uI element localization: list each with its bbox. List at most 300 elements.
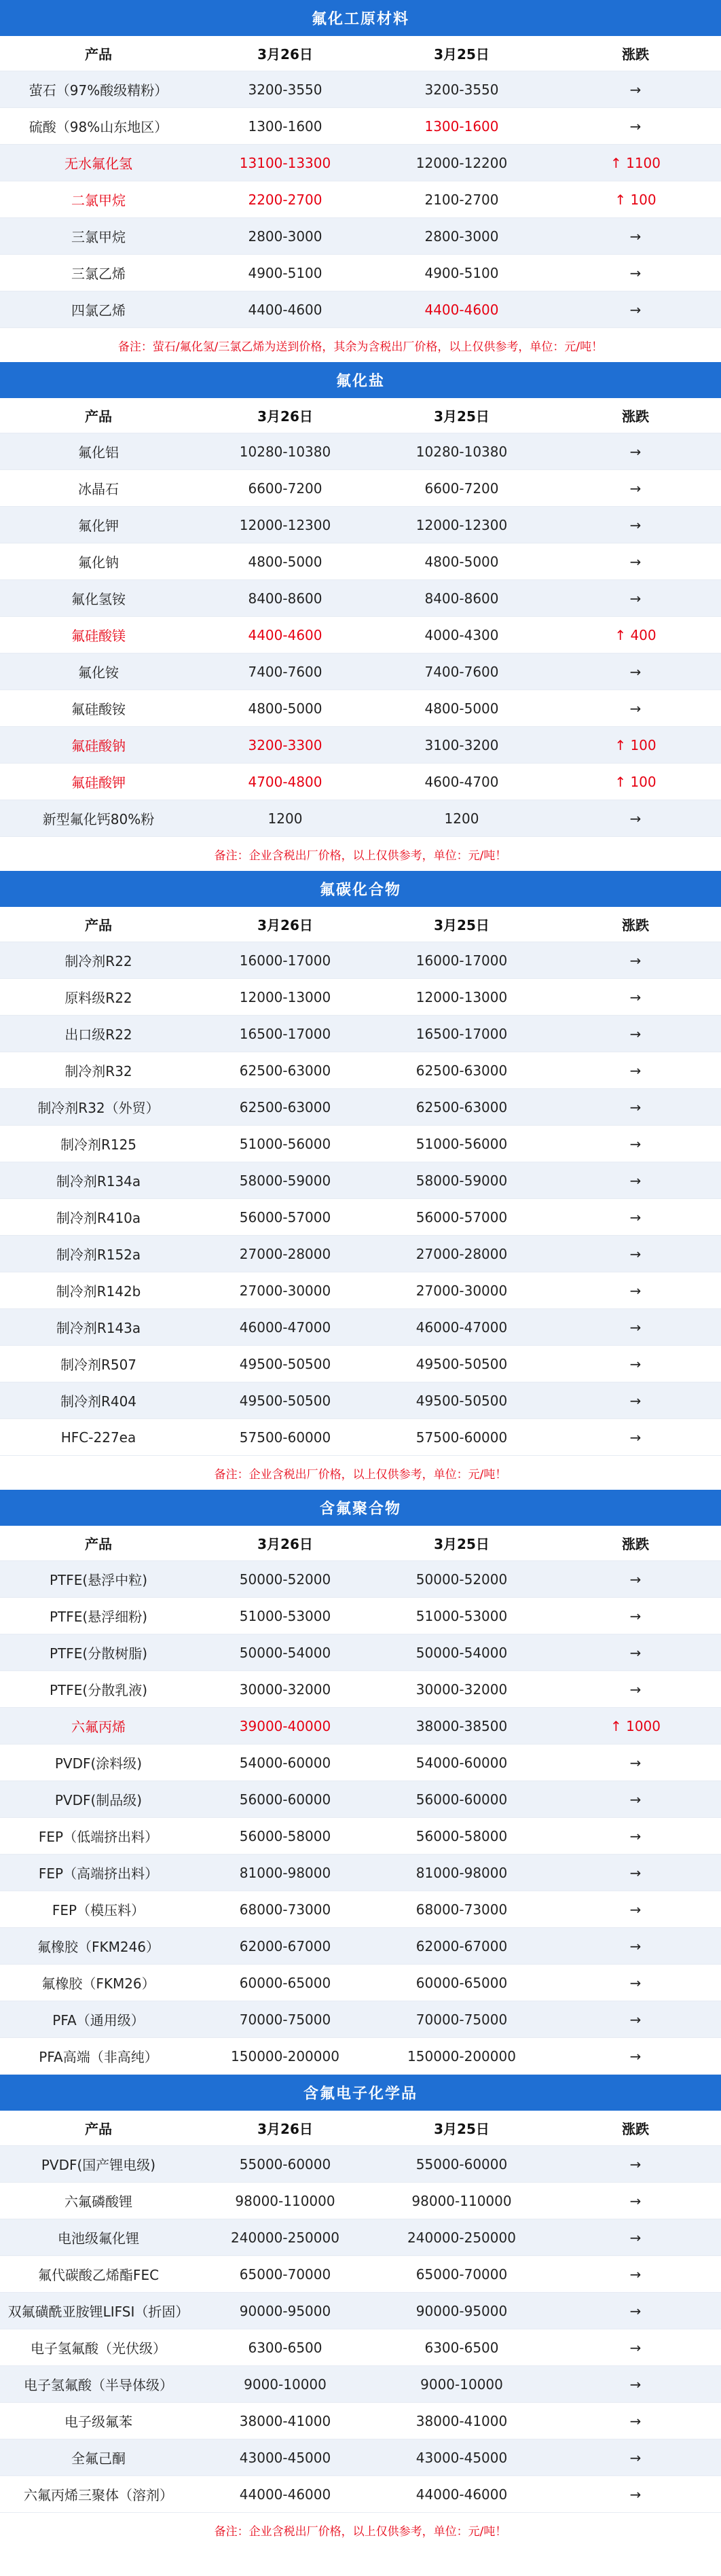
price-mar-26: 43000-45000 [197, 2439, 373, 2476]
product-name: 双氟磺酰亚胺锂LIFSI（折固） [0, 2293, 197, 2329]
price-change: → [550, 2366, 721, 2403]
table-row [0, 2366, 721, 2403]
price-mar-26: 62500-63000 [197, 1052, 373, 1089]
price-change: → [550, 1419, 721, 1456]
table-row [0, 1346, 721, 1382]
price-mar-25: 38000-38500 [373, 1708, 550, 1745]
price-mar-25: 38000-41000 [373, 2403, 550, 2439]
price-mar-26: 56000-57000 [197, 1199, 373, 1236]
table-row [0, 71, 721, 108]
table-row [0, 2219, 721, 2256]
price-change: ↑ 100 [550, 727, 721, 764]
price-mar-26: 56000-58000 [197, 1818, 373, 1855]
table-row [0, 291, 721, 328]
price-mar-26: 4400-4600 [197, 617, 373, 654]
table-row [0, 942, 721, 979]
product-name: 制冷剂R125 [0, 1126, 197, 1162]
table-row [0, 800, 721, 837]
section-title: 氟化盐 [0, 362, 721, 398]
price-change: → [550, 1561, 721, 1598]
date-26-column-header: 3月26日 [197, 907, 373, 942]
price-mar-25: 4800-5000 [373, 543, 550, 580]
product-name: 氟硅酸钠 [0, 727, 197, 764]
price-mar-26: 6300-6500 [197, 2329, 373, 2366]
table-row [0, 1781, 721, 1818]
table-row [0, 1891, 721, 1928]
table-header-row [0, 398, 721, 433]
price-mar-26: 55000-60000 [197, 2146, 373, 2183]
price-mar-26: 1200 [197, 800, 373, 837]
table-row [0, 2293, 721, 2329]
product-column-header: 产品 [0, 36, 197, 71]
table-row [0, 470, 721, 507]
price-mar-25: 27000-28000 [373, 1236, 550, 1272]
price-mar-26: 51000-56000 [197, 1126, 373, 1162]
price-mar-26: 65000-70000 [197, 2256, 373, 2293]
price-change: → [550, 543, 721, 580]
date-26-column-header: 3月26日 [197, 1526, 373, 1561]
table-row [0, 2403, 721, 2439]
price-mar-25: 50000-54000 [373, 1634, 550, 1671]
price-mar-25: 68000-73000 [373, 1891, 550, 1928]
price-mar-25: 7400-7600 [373, 654, 550, 690]
product-name: 制冷剂R22 [0, 942, 197, 979]
price-change: → [550, 1598, 721, 1634]
price-mar-25: 27000-30000 [373, 1272, 550, 1309]
product-name: 三氯乙烯 [0, 255, 197, 291]
price-mar-25: 51000-53000 [373, 1598, 550, 1634]
date-26-column-header: 3月26日 [197, 398, 373, 433]
price-mar-25: 49500-50500 [373, 1346, 550, 1382]
product-name: 氟化钾 [0, 507, 197, 543]
table-row [0, 580, 721, 617]
price-mar-26: 98000-110000 [197, 2183, 373, 2219]
product-column-header: 产品 [0, 2111, 197, 2146]
price-change: → [550, 2329, 721, 2366]
price-mar-26: 150000-200000 [197, 2038, 373, 2075]
price-mar-26: 240000-250000 [197, 2219, 373, 2256]
price-change: → [550, 942, 721, 979]
price-mar-26: 3200-3300 [197, 727, 373, 764]
product-column-header: 产品 [0, 1526, 197, 1561]
price-mar-26: 39000-40000 [197, 1708, 373, 1745]
price-table [0, 398, 721, 837]
product-column-header: 产品 [0, 907, 197, 942]
table-row [0, 507, 721, 543]
product-name: 电子氢氟酸（光伏级） [0, 2329, 197, 2366]
product-name: 制冷剂R142b [0, 1272, 197, 1309]
price-mar-26: 9000-10000 [197, 2366, 373, 2403]
table-row [0, 1928, 721, 1965]
price-mar-26: 57500-60000 [197, 1419, 373, 1456]
price-mar-26: 51000-53000 [197, 1598, 373, 1634]
price-mar-26: 50000-52000 [197, 1561, 373, 1598]
price-change: → [550, 2001, 721, 2038]
price-mar-26: 1300-1600 [197, 108, 373, 145]
table-row [0, 1272, 721, 1309]
price-mar-26: 4400-4600 [197, 291, 373, 328]
table-row [0, 1634, 721, 1671]
price-change: → [550, 433, 721, 470]
price-mar-26: 13100-13300 [197, 145, 373, 181]
price-change: → [550, 470, 721, 507]
change-column-header: 涨跌 [550, 907, 721, 942]
price-change: → [550, 654, 721, 690]
price-mar-25: 56000-60000 [373, 1781, 550, 1818]
product-name: 氟化铵 [0, 654, 197, 690]
product-name: 氟化铝 [0, 433, 197, 470]
table-row [0, 1598, 721, 1634]
product-name: 四氯乙烯 [0, 291, 197, 328]
price-mar-25: 1200 [373, 800, 550, 837]
price-change: ↑ 1100 [550, 145, 721, 181]
price-change: → [550, 71, 721, 108]
price-mar-26: 54000-60000 [197, 1745, 373, 1781]
product-name: 硫酸（98%山东地区） [0, 108, 197, 145]
price-change: → [550, 1309, 721, 1346]
price-mar-26: 4800-5000 [197, 543, 373, 580]
section-title: 氟化工原材料 [0, 0, 721, 36]
price-change: → [550, 1052, 721, 1089]
price-mar-25: 58000-59000 [373, 1162, 550, 1199]
price-table [0, 2111, 721, 2513]
product-name: PTFE(悬浮中粒) [0, 1561, 197, 1598]
price-change: → [550, 690, 721, 727]
date-26-column-header: 3月26日 [197, 36, 373, 71]
table-row [0, 255, 721, 291]
price-mar-25: 51000-56000 [373, 1126, 550, 1162]
product-name: 氟硅酸镁 [0, 617, 197, 654]
product-name: PTFE(悬浮细粉) [0, 1598, 197, 1634]
price-change: → [550, 1126, 721, 1162]
table-row [0, 1162, 721, 1199]
price-mar-26: 4900-5100 [197, 255, 373, 291]
price-mar-26: 58000-59000 [197, 1162, 373, 1199]
price-mar-26: 56000-60000 [197, 1781, 373, 1818]
table-row [0, 1671, 721, 1708]
product-name: 电子级氟苯 [0, 2403, 197, 2439]
table-row [0, 1818, 721, 1855]
product-name: PVDF(国产锂电级) [0, 2146, 197, 2183]
table-row [0, 764, 721, 800]
product-name: 制冷剂R143a [0, 1309, 197, 1346]
table-header-row [0, 907, 721, 942]
price-mar-25: 16000-17000 [373, 942, 550, 979]
price-change: → [550, 2439, 721, 2476]
price-mar-26: 44000-46000 [197, 2476, 373, 2513]
price-mar-25: 56000-58000 [373, 1818, 550, 1855]
product-name: 全氟己酮 [0, 2439, 197, 2476]
price-mar-25: 12000-12200 [373, 145, 550, 181]
change-column-header: 涨跌 [550, 2111, 721, 2146]
product-name: 制冷剂R404 [0, 1382, 197, 1419]
price-mar-26: 16000-17000 [197, 942, 373, 979]
price-mar-25: 55000-60000 [373, 2146, 550, 2183]
section-note: 备注：企业含税出厂价格，以上仅供参考，单位：元/吨！ [0, 1456, 721, 1490]
change-column-header: 涨跌 [550, 36, 721, 71]
product-name: PTFE(分散树脂) [0, 1634, 197, 1671]
date-25-column-header: 3月25日 [373, 2111, 550, 2146]
product-name: 制冷剂R152a [0, 1236, 197, 1272]
price-mar-25: 16500-17000 [373, 1016, 550, 1052]
table-row [0, 1419, 721, 1456]
price-change: → [550, 1855, 721, 1891]
table-row [0, 2038, 721, 2075]
table-row [0, 1199, 721, 1236]
section-note: 备注：萤石/氟化氢/三氯乙烯为送到价格，其余为含税出厂价格，以上仅供参考，单位：元/吨！ [0, 328, 721, 362]
table-row [0, 2476, 721, 2513]
product-name: 制冷剂R32 [0, 1052, 197, 1089]
product-name: 六氟丙烯三聚体（溶剂） [0, 2476, 197, 2513]
price-change: → [550, 218, 721, 255]
product-column-header: 产品 [0, 398, 197, 433]
product-name: 制冷剂R32（外贸） [0, 1089, 197, 1126]
product-name: 电池级氟化锂 [0, 2219, 197, 2256]
date-26-column-header: 3月26日 [197, 2111, 373, 2146]
price-mar-26: 2800-3000 [197, 218, 373, 255]
price-change: → [550, 1346, 721, 1382]
table-row [0, 1855, 721, 1891]
product-name: 制冷剂R410a [0, 1199, 197, 1236]
product-name: 三氯甲烷 [0, 218, 197, 255]
date-25-column-header: 3月25日 [373, 1526, 550, 1561]
product-name: 萤石（97%酸级精粉） [0, 71, 197, 108]
price-change: → [550, 1199, 721, 1236]
price-mar-25: 30000-32000 [373, 1671, 550, 1708]
price-change: → [550, 1928, 721, 1965]
table-row [0, 543, 721, 580]
price-mar-25: 60000-65000 [373, 1965, 550, 2001]
product-name: 氟化氢铵 [0, 580, 197, 617]
price-change: → [550, 108, 721, 145]
product-name: 新型氟化钙80%粉 [0, 800, 197, 837]
price-mar-25: 81000-98000 [373, 1855, 550, 1891]
table-header-row [0, 2111, 721, 2146]
price-mar-26: 50000-54000 [197, 1634, 373, 1671]
price-change: → [550, 1016, 721, 1052]
price-mar-25: 62000-67000 [373, 1928, 550, 1965]
price-table [0, 907, 721, 1456]
price-mar-25: 44000-46000 [373, 2476, 550, 2513]
price-mar-26: 90000-95000 [197, 2293, 373, 2329]
price-mar-25: 62500-63000 [373, 1052, 550, 1089]
price-change: → [550, 1382, 721, 1419]
price-change: → [550, 800, 721, 837]
price-section [0, 2075, 721, 2547]
change-column-header: 涨跌 [550, 1526, 721, 1561]
table-row [0, 108, 721, 145]
product-name: 电子氢氟酸（半导体级） [0, 2366, 197, 2403]
price-change: → [550, 580, 721, 617]
table-row [0, 2183, 721, 2219]
price-mar-26: 27000-30000 [197, 1272, 373, 1309]
price-mar-25: 4000-4300 [373, 617, 550, 654]
price-table [0, 36, 721, 328]
table-row [0, 218, 721, 255]
date-25-column-header: 3月25日 [373, 907, 550, 942]
price-change: → [550, 291, 721, 328]
price-mar-25: 4800-5000 [373, 690, 550, 727]
change-column-header: 涨跌 [550, 398, 721, 433]
price-mar-25: 3100-3200 [373, 727, 550, 764]
price-change: → [550, 1965, 721, 2001]
price-mar-26: 3200-3550 [197, 71, 373, 108]
price-mar-25: 9000-10000 [373, 2366, 550, 2403]
product-name: 氟硅酸钾 [0, 764, 197, 800]
product-name: PVDF(涂料级) [0, 1745, 197, 1781]
product-name: 原料级R22 [0, 979, 197, 1016]
product-name: FEP（低端挤出料） [0, 1818, 197, 1855]
price-mar-26: 6600-7200 [197, 470, 373, 507]
price-mar-25: 2800-3000 [373, 218, 550, 255]
price-change: ↑ 100 [550, 181, 721, 218]
section-title: 氟碳化合物 [0, 871, 721, 907]
price-section [0, 0, 721, 362]
price-mar-26: 49500-50500 [197, 1346, 373, 1382]
price-change: → [550, 2146, 721, 2183]
price-change: → [550, 1818, 721, 1855]
price-mar-25: 50000-52000 [373, 1561, 550, 1598]
price-mar-26: 46000-47000 [197, 1309, 373, 1346]
product-name: 六氟丙烯 [0, 1708, 197, 1745]
price-mar-25: 2100-2700 [373, 181, 550, 218]
price-mar-25: 90000-95000 [373, 2293, 550, 2329]
date-25-column-header: 3月25日 [373, 36, 550, 71]
price-mar-26: 62500-63000 [197, 1089, 373, 1126]
price-mar-25: 56000-57000 [373, 1199, 550, 1236]
price-change: → [550, 1891, 721, 1928]
price-mar-25: 70000-75000 [373, 2001, 550, 2038]
table-row [0, 1052, 721, 1089]
table-row [0, 2256, 721, 2293]
product-name: 制冷剂R134a [0, 1162, 197, 1199]
table-row [0, 1965, 721, 2001]
table-row [0, 1309, 721, 1346]
price-mar-25: 98000-110000 [373, 2183, 550, 2219]
product-name: HFC-227ea [0, 1419, 197, 1456]
price-change: → [550, 1272, 721, 1309]
price-mar-25: 62500-63000 [373, 1089, 550, 1126]
section-note: 备注：企业含税出厂价格，以上仅供参考，单位：元/吨！ [0, 2513, 721, 2547]
price-mar-25: 1300-1600 [373, 108, 550, 145]
price-mar-26: 38000-41000 [197, 2403, 373, 2439]
price-mar-26: 7400-7600 [197, 654, 373, 690]
product-name: 氟化钠 [0, 543, 197, 580]
table-row [0, 1016, 721, 1052]
table-header-row [0, 1526, 721, 1561]
price-mar-25: 4600-4700 [373, 764, 550, 800]
price-mar-26: 2200-2700 [197, 181, 373, 218]
product-name: PVDF(制品级) [0, 1781, 197, 1818]
price-table [0, 1526, 721, 2075]
product-name: 氟橡胶（FKM26） [0, 1965, 197, 2001]
price-mar-26: 4800-5000 [197, 690, 373, 727]
table-row [0, 433, 721, 470]
product-name: 氟硅酸铵 [0, 690, 197, 727]
price-change: ↑ 400 [550, 617, 721, 654]
product-name: 出口级R22 [0, 1016, 197, 1052]
price-mar-25: 43000-45000 [373, 2439, 550, 2476]
price-mar-26: 4700-4800 [197, 764, 373, 800]
price-change: ↑ 1000 [550, 1708, 721, 1745]
table-row [0, 1745, 721, 1781]
price-section [0, 362, 721, 871]
product-name: 六氟磷酸锂 [0, 2183, 197, 2219]
price-change: → [550, 1634, 721, 1671]
product-name: FEP（高端挤出料） [0, 1855, 197, 1891]
price-change: ↑ 100 [550, 764, 721, 800]
section-title: 含氟聚合物 [0, 1490, 721, 1526]
table-row [0, 1236, 721, 1272]
product-name: PFA（通用级） [0, 2001, 197, 2038]
date-25-column-header: 3月25日 [373, 398, 550, 433]
table-row [0, 2439, 721, 2476]
price-mar-25: 4400-4600 [373, 291, 550, 328]
price-change: → [550, 507, 721, 543]
table-row [0, 1089, 721, 1126]
price-section [0, 1490, 721, 2075]
price-change: → [550, 1162, 721, 1199]
price-change: → [550, 255, 721, 291]
price-change: → [550, 979, 721, 1016]
price-mar-26: 49500-50500 [197, 1382, 373, 1419]
price-change: → [550, 1781, 721, 1818]
price-change: → [550, 2219, 721, 2256]
price-change: → [550, 2183, 721, 2219]
table-row [0, 2329, 721, 2366]
price-mar-26: 62000-67000 [197, 1928, 373, 1965]
product-name: 氟代碳酸乙烯酯FEC [0, 2256, 197, 2293]
price-mar-26: 12000-13000 [197, 979, 373, 1016]
price-mar-25: 54000-60000 [373, 1745, 550, 1781]
product-name: 冰晶石 [0, 470, 197, 507]
product-name: PFA高端（非高纯） [0, 2038, 197, 2075]
price-mar-26: 27000-28000 [197, 1236, 373, 1272]
price-mar-26: 81000-98000 [197, 1855, 373, 1891]
table-row [0, 181, 721, 218]
price-mar-25: 65000-70000 [373, 2256, 550, 2293]
price-mar-25: 57500-60000 [373, 1419, 550, 1456]
price-mar-25: 240000-250000 [373, 2219, 550, 2256]
price-mar-26: 30000-32000 [197, 1671, 373, 1708]
price-mar-25: 4900-5100 [373, 255, 550, 291]
price-mar-25: 46000-47000 [373, 1309, 550, 1346]
price-change: → [550, 2403, 721, 2439]
price-mar-25: 12000-13000 [373, 979, 550, 1016]
table-row [0, 1382, 721, 1419]
product-name: 二氯甲烷 [0, 181, 197, 218]
section-note: 备注：企业含税出厂价格，以上仅供参考，单位：元/吨！ [0, 837, 721, 871]
price-change: → [550, 1236, 721, 1272]
price-mar-26: 16500-17000 [197, 1016, 373, 1052]
product-name: 氟橡胶（FKM246） [0, 1928, 197, 1965]
table-row [0, 1561, 721, 1598]
price-mar-26: 12000-12300 [197, 507, 373, 543]
table-row [0, 1708, 721, 1745]
product-name: 无水氟化氢 [0, 145, 197, 181]
product-name: 制冷剂R507 [0, 1346, 197, 1382]
price-mar-25: 8400-8600 [373, 580, 550, 617]
price-mar-26: 68000-73000 [197, 1891, 373, 1928]
price-mar-25: 150000-200000 [373, 2038, 550, 2075]
price-change: → [550, 2038, 721, 2075]
table-row [0, 690, 721, 727]
product-name: FEP（模压料） [0, 1891, 197, 1928]
table-row [0, 1126, 721, 1162]
price-section [0, 871, 721, 1490]
price-mar-25: 49500-50500 [373, 1382, 550, 1419]
price-change: → [550, 2256, 721, 2293]
